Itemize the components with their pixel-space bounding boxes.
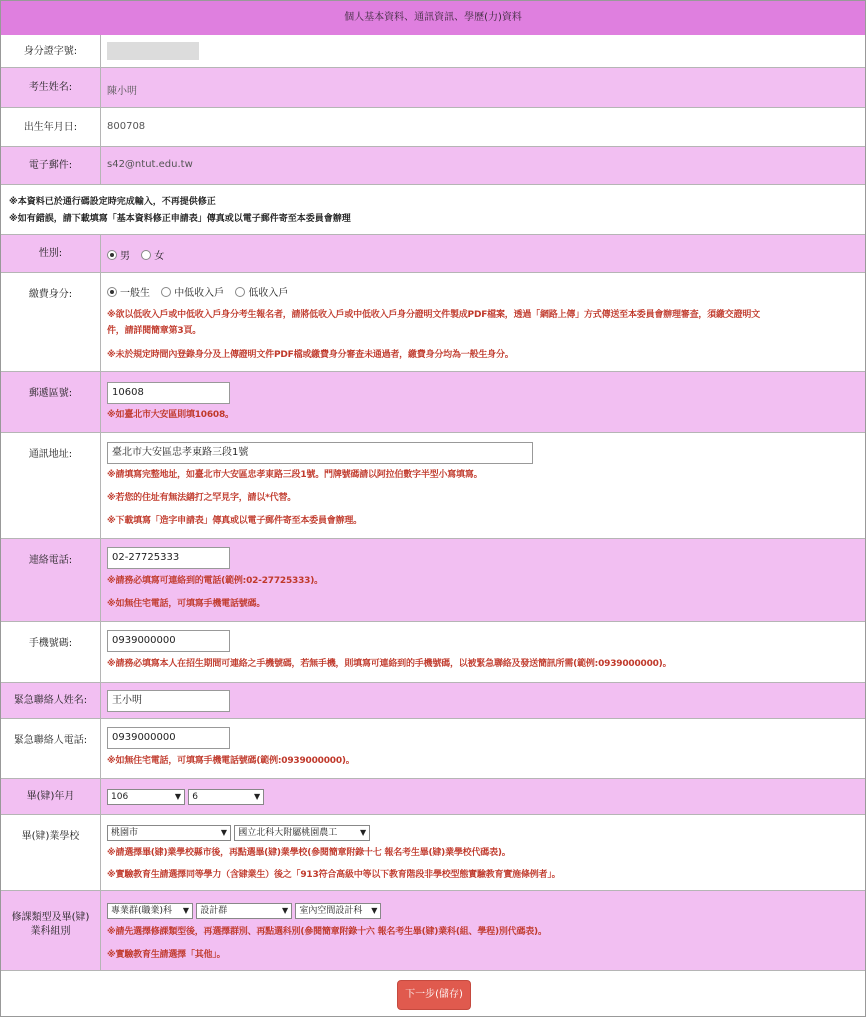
next-save-button[interactable]: 下一步(儲存)	[397, 980, 471, 1010]
chevron-down-icon: ▼	[220, 828, 227, 837]
school-hint-2: ※實驗教育生請選擇同等學力（含肄業生）後之「913符合高級中等以下教育階段非學校型態實驗教育實施條例者」。	[107, 870, 561, 880]
phone-input[interactable]: 02-27725333	[107, 547, 230, 569]
course-hint-1: ※請先選擇修課類型後，再選擇群別、再點選科別(參閱簡章附錄十六 報名考生畢(肄)業科(組、學程)別代碼表)。	[107, 927, 547, 937]
fee-option-mid-low-income[interactable]: 中低收入戶	[161, 284, 224, 299]
graduation-month-select[interactable]: 6 ▼	[188, 789, 264, 805]
course-hint-2: ※實驗教育生請選擇「其他」。	[107, 950, 226, 960]
zipcode-row	[1, 372, 865, 433]
address-hint-2: ※若您的住址有無法繕打之罕見字，請以*代替。	[107, 493, 297, 503]
fee-general-radio[interactable]	[107, 287, 117, 297]
gender-row	[1, 235, 865, 273]
fee-status-hint-2: ※未於規定時間內登錄身分及上傳證明文件PDF檔或繳費身分審查未通過者，繳費身分均為一般生身分。	[107, 350, 514, 360]
form-header: 個人基本資料、通訊資訊、學歷(力)資料	[1, 1, 865, 35]
fee-option-general[interactable]: 一般生	[107, 284, 150, 299]
name-row	[1, 68, 865, 108]
phone-input-wrap	[107, 547, 230, 569]
birthday-value: 800708	[107, 121, 146, 132]
zipcode-input-wrap	[107, 382, 230, 404]
fee-option-low-income[interactable]: 低收入戶	[235, 284, 288, 299]
graduation-row	[1, 779, 865, 815]
fee-status-row	[1, 273, 865, 372]
address-label: 通訊地址:	[1, 433, 101, 538]
zipcode-label: 郵遞區號:	[1, 372, 101, 432]
emergency-name-label: 緊急聯絡人姓名:	[1, 683, 101, 718]
name-label: 考生姓名:	[1, 68, 101, 107]
school-row	[1, 815, 865, 891]
chevron-down-icon: ▼	[174, 792, 181, 801]
id-number-masked-value	[107, 42, 199, 60]
emergency-phone-row	[1, 719, 865, 779]
emergency-name-input[interactable]: 王小明	[107, 690, 230, 712]
course-type-select[interactable]: 專業群(職業)科 ▼	[107, 903, 193, 919]
course-row	[1, 891, 865, 971]
notice-row	[1, 185, 865, 235]
gender-female-radio[interactable]	[141, 250, 151, 260]
email-value: s42@ntut.edu.tw	[107, 159, 193, 170]
phone-label: 連絡電話:	[1, 539, 101, 621]
chevron-down-icon: ▼	[282, 906, 289, 915]
fee-status-hint-1b: 件，請詳閱簡章第3頁。	[107, 326, 202, 336]
course-label-line-1: 修課類型及畢(肄)	[11, 912, 90, 923]
mobile-label: 手機號碼:	[1, 622, 101, 682]
course-label	[1, 891, 101, 970]
phone-hint-1: ※請務必填寫可連絡到的電話(範例:02-27725333)。	[107, 576, 323, 586]
address-hint-3: ※下載填寫「造字申請表」傳真或以電子郵件寄至本委員會辦理。	[107, 516, 362, 526]
school-selects	[107, 825, 370, 841]
emergency-phone-label: 緊急聯絡人電話:	[1, 719, 101, 778]
gender-option-female[interactable]: 女	[141, 247, 164, 262]
zipcode-input[interactable]: 10608	[107, 382, 230, 404]
id-number-row	[1, 35, 865, 68]
phone-row	[1, 539, 865, 622]
school-city-select[interactable]: 桃園市 ▼	[107, 825, 231, 841]
mobile-row	[1, 622, 865, 683]
emergency-phone-input[interactable]: 0939000000	[107, 727, 230, 749]
notice-line-1: ※本資料已於通行碼設定時完成輸入，不再提供修正	[9, 197, 216, 207]
emergency-name-input-wrap	[107, 690, 230, 712]
address-hint-1: ※請填寫完整地址，如臺北市大安區忠孝東路三段1號。門牌號碼請以阿拉伯數字半型小寫填寫。	[107, 470, 483, 480]
course-dept-select[interactable]: 室內空間設計科 ▼	[295, 903, 381, 919]
address-row	[1, 433, 865, 539]
course-selects	[107, 903, 381, 919]
zipcode-hint: ※如臺北市大安區則填10608。	[107, 410, 234, 420]
address-input[interactable]: 臺北市大安區忠孝東路三段1號	[107, 442, 533, 464]
mobile-hint: ※請務必填寫本人在招生期間可連絡之手機號碼，若無手機，則填寫可連絡到的手機號碼，以被緊急聯絡及發送簡訊所需(範例:0939000000)。	[107, 659, 672, 669]
fee-status-label: 繳費身分:	[1, 273, 101, 371]
fee-status-options	[107, 284, 296, 299]
birthday-label: 出生年月日:	[1, 108, 101, 146]
birthday-row	[1, 108, 865, 147]
fee-low-radio[interactable]	[235, 287, 245, 297]
graduation-selects	[107, 789, 264, 805]
gender-option-male[interactable]: 男	[107, 247, 130, 262]
name-value: 陳小明	[107, 86, 137, 97]
mobile-input-wrap	[107, 630, 230, 652]
id-number-label: 身分證字號:	[1, 35, 101, 67]
email-label: 電子郵件:	[1, 147, 101, 184]
school-name-select[interactable]: 國立北科大附屬桃園農工 ▼	[234, 825, 370, 841]
address-input-wrap	[107, 442, 533, 464]
course-label-line-2: 業科組別	[30, 926, 71, 937]
school-label: 畢(肄)業學校	[1, 815, 101, 890]
gender-male-radio[interactable]	[107, 250, 117, 260]
email-row	[1, 147, 865, 185]
school-hint-1: ※請選擇畢(肄)業學校縣市後，再點選畢(肄)業學校(參閱簡章附錄十七 報名考生畢(肄)業學校代碼表)。	[107, 848, 511, 858]
notice-line-2: ※如有錯誤，請下載填寫「基本資料修正申請表」傳真或以電子郵件寄至本委員會辦理	[9, 214, 351, 224]
graduation-year-select[interactable]: 106 ▼	[107, 789, 185, 805]
graduation-label: 畢(肄)年月	[1, 779, 101, 814]
fee-status-hint-1: ※欲以低收入戶或中低收入戶身分考生報名者，請將低收入戶或中低收入戶身分證明文件製成PDF檔案，透過「網路上傳」方式傳送至本委員會辦理審查，須繳交證明文	[107, 310, 760, 320]
mobile-input[interactable]: 0939000000	[107, 630, 230, 652]
chevron-down-icon: ▼	[254, 792, 261, 801]
emergency-phone-input-wrap	[107, 727, 230, 749]
chevron-down-icon: ▼	[182, 906, 189, 915]
fee-mid-low-radio[interactable]	[161, 287, 171, 297]
gender-label: 性別:	[1, 235, 101, 272]
course-group-select[interactable]: 設計群 ▼	[196, 903, 292, 919]
emergency-name-row	[1, 683, 865, 719]
emergency-phone-hint: ※如無住宅電話，可填寫手機電話號碼(範例:0939000000)。	[107, 756, 355, 766]
chevron-down-icon: ▼	[360, 828, 367, 837]
gender-options	[107, 247, 172, 262]
phone-hint-2: ※如無住宅電話，可填寫手機電話號碼。	[107, 599, 266, 609]
chevron-down-icon: ▼	[371, 906, 378, 915]
